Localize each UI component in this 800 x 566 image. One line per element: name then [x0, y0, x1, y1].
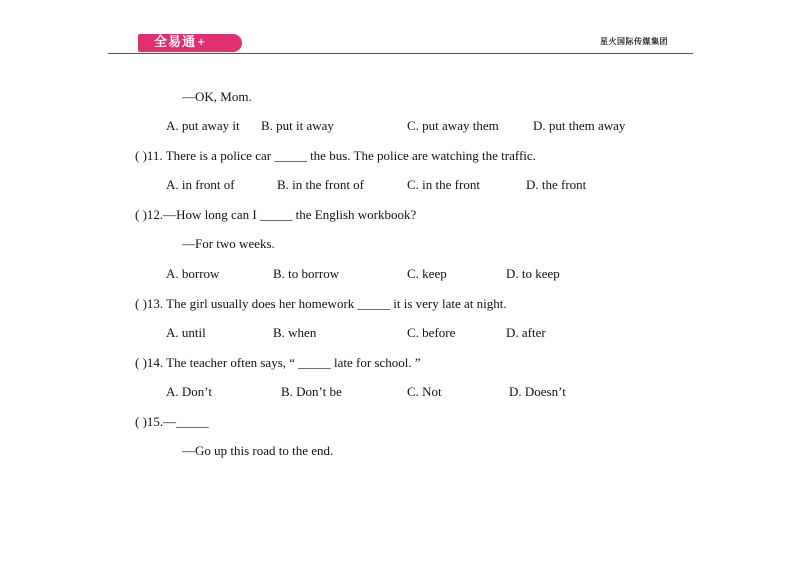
dialog-reply-ok-mom: —OK, Mom.	[182, 89, 252, 104]
q14-option-d: D. Doesn’t	[509, 384, 566, 399]
logo-text: 全易通	[154, 35, 197, 50]
q12-reply: —For two weeks.	[182, 236, 275, 251]
q13-option-c: C. before	[407, 325, 456, 340]
q11-option-c: C. in the front	[407, 177, 480, 192]
q11-option-b: B. in the front of	[277, 177, 365, 192]
q13-option-a: A. until	[166, 325, 206, 340]
q11-option-a: A. in front of	[166, 177, 235, 192]
publisher-name: 星火国际传媒集团	[600, 37, 668, 46]
q10-option-c: C. put away them	[407, 118, 499, 133]
q15-reply: —Go up this road to the end.	[182, 443, 334, 458]
question-12: ( )12.—How long can I _____ the English workbook?	[135, 207, 417, 222]
q13-option-b: B. when	[273, 325, 317, 340]
q12-option-b: B. to borrow	[273, 266, 340, 281]
header-divider	[108, 53, 693, 54]
q14-option-b: B. Don’t be	[281, 384, 342, 399]
q12-option-c: C. keep	[407, 266, 447, 281]
q10-option-d: D. put them away	[533, 118, 626, 133]
logo	[138, 34, 242, 52]
question-13: ( )13. The girl usually does her homework _____ it is very late at night.	[135, 296, 507, 311]
logo-plus: +	[197, 37, 207, 48]
q12-option-a: A. borrow	[166, 266, 220, 281]
q13-option-d: D. after	[506, 325, 546, 340]
q11-option-d: D. the front	[526, 177, 587, 192]
question-11: ( )11. There is a police car _____ the bus. The police are watching the traffic.	[135, 148, 536, 163]
question-15: ( )15.—_____	[135, 414, 209, 429]
q10-option-a: A. put away it	[166, 118, 240, 133]
q10-option-b: B. put it away	[261, 118, 334, 133]
q14-option-a: A. Don’t	[166, 384, 212, 399]
question-14: ( )14. The teacher often says, “ _____ late for school. ”	[135, 355, 421, 370]
q14-option-c: C. Not	[407, 384, 442, 399]
q12-option-d: D. to keep	[506, 266, 560, 281]
